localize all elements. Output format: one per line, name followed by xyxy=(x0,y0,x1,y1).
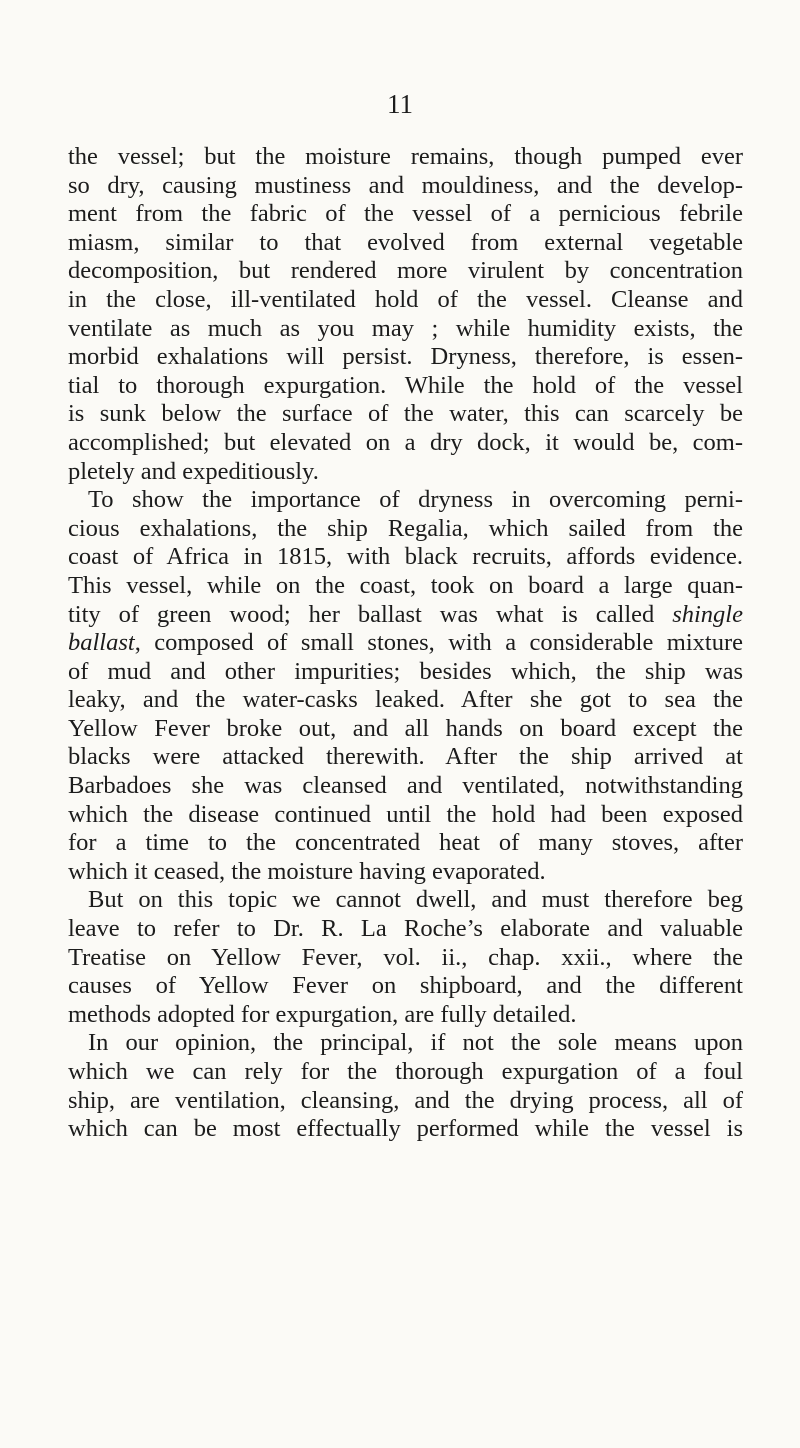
text-line xyxy=(68,1001,743,1030)
text-segment: Yellow Fever broke out, and all hands on board except the xyxy=(68,714,743,742)
text-segment: morbid exhalations will persist. Dryness, therefore, is essen- xyxy=(68,343,743,371)
text-segment: blacks were attacked therewith. After the ship arrived at xyxy=(68,743,743,771)
text-line xyxy=(68,286,743,315)
text-line xyxy=(68,1087,743,1116)
text-segment: cious exhalations, the ship Regalia, which sailed from the xyxy=(68,514,743,542)
body-text xyxy=(68,143,743,1144)
text-segment: the vessel; but the moisture remains, though pumped ever xyxy=(68,143,743,170)
text-line xyxy=(68,915,743,944)
italic-phrase: shingle xyxy=(672,600,743,628)
text-line xyxy=(68,372,743,401)
text-segment: which we can rely for the thorough expurgation of a foul xyxy=(68,1058,743,1085)
text-segment: leave to refer to Dr. R. La Roche’s elaborate and valuable xyxy=(68,915,743,943)
text-segment: In our opinion, the principal, if not the sole means upon xyxy=(88,1029,743,1057)
text-segment: pletely and expeditiously. xyxy=(68,457,319,485)
text-line xyxy=(68,229,743,258)
text-line xyxy=(68,200,743,229)
text-line xyxy=(68,972,743,1001)
text-line xyxy=(68,858,743,887)
text-segment: causes of Yellow Fever on shipboard, and the different xyxy=(68,972,743,1000)
text-segment: decomposition, but rendered more virulent by concentration xyxy=(68,257,743,285)
text-segment: in the close, ill-ventilated hold of the vessel. Cleanse and xyxy=(68,285,743,313)
text-segment: so dry, causing mustiness and mouldiness, and the develop- xyxy=(68,171,743,199)
text-segment: leaky, and the water-casks leaked. After she got to sea the xyxy=(68,686,743,714)
text-segment: , composed of small stones, with a considerable mixture xyxy=(134,629,743,657)
text-line xyxy=(68,458,743,487)
text-line xyxy=(68,400,743,429)
text-segment: ventilate as much as you may ; while humidity exists, the xyxy=(68,314,743,342)
text-line xyxy=(68,629,743,658)
text-line xyxy=(68,658,743,687)
text-line xyxy=(68,886,743,915)
text-line xyxy=(68,715,743,744)
text-line xyxy=(68,486,743,515)
text-segment: is sunk below the surface of the water, this can scarcely be xyxy=(68,400,743,428)
text-line xyxy=(68,743,743,772)
text-line xyxy=(68,543,743,572)
italic-phrase: ballast xyxy=(68,629,135,657)
text-segment: ship, are ventilation, cleansing, and the drying process, all of xyxy=(68,1086,743,1114)
text-segment: coast of Africa in 1815, with black recruits, affords evidence. xyxy=(68,543,743,571)
text-line xyxy=(68,172,743,201)
text-line xyxy=(68,772,743,801)
text-segment: which it ceased, the moisture having evaporated. xyxy=(68,857,546,885)
text-line xyxy=(68,1058,743,1087)
text-segment: miasm, similar to that evolved from external vegetable xyxy=(68,228,743,256)
text-segment: of mud and other impurities; besides which, the ship was xyxy=(68,657,743,685)
text-line xyxy=(68,343,743,372)
text-line xyxy=(68,829,743,858)
text-segment: To show the importance of dryness in overcoming perni- xyxy=(88,486,743,514)
text-line xyxy=(68,686,743,715)
text-line xyxy=(68,257,743,286)
text-line xyxy=(68,1029,743,1058)
page-number: 11 xyxy=(387,89,413,119)
text-segment: methods adopted for expurgation, are fully detailed. xyxy=(68,1000,577,1028)
text-line xyxy=(68,572,743,601)
text-segment: tial to thorough expurgation. While the hold of the vessel xyxy=(68,371,743,399)
text-line xyxy=(68,143,743,172)
text-segment: which can be most effectually performed while the vessel is xyxy=(68,1115,743,1143)
text-segment: accomplished; but elevated on a dry dock, it would be, com- xyxy=(68,428,743,456)
text-line xyxy=(68,315,743,344)
text-line xyxy=(68,429,743,458)
text-line xyxy=(68,601,743,630)
text-line xyxy=(68,944,743,973)
text-segment: This vessel, while on the coast, took on board a large quan- xyxy=(68,571,743,599)
text-line xyxy=(68,515,743,544)
text-segment: for a time to the concentrated heat of many stoves, after xyxy=(68,829,743,857)
text-line xyxy=(68,1115,743,1144)
text-segment: tity of green wood; her ballast was what is called xyxy=(68,600,673,628)
text-segment: Treatise on Yellow Fever, vol. ii., chap. xxii., where the xyxy=(68,943,743,971)
text-segment: Barbadoes she was cleansed and ventilated, notwithstanding xyxy=(68,772,743,800)
text-line xyxy=(68,801,743,830)
text-segment: which the disease continued until the hold had been exposed xyxy=(68,800,743,828)
text-segment: But on this topic we cannot dwell, and must therefore beg xyxy=(88,886,743,914)
text-segment: ment from the fabric of the vessel of a pernicious febrile xyxy=(68,200,743,228)
